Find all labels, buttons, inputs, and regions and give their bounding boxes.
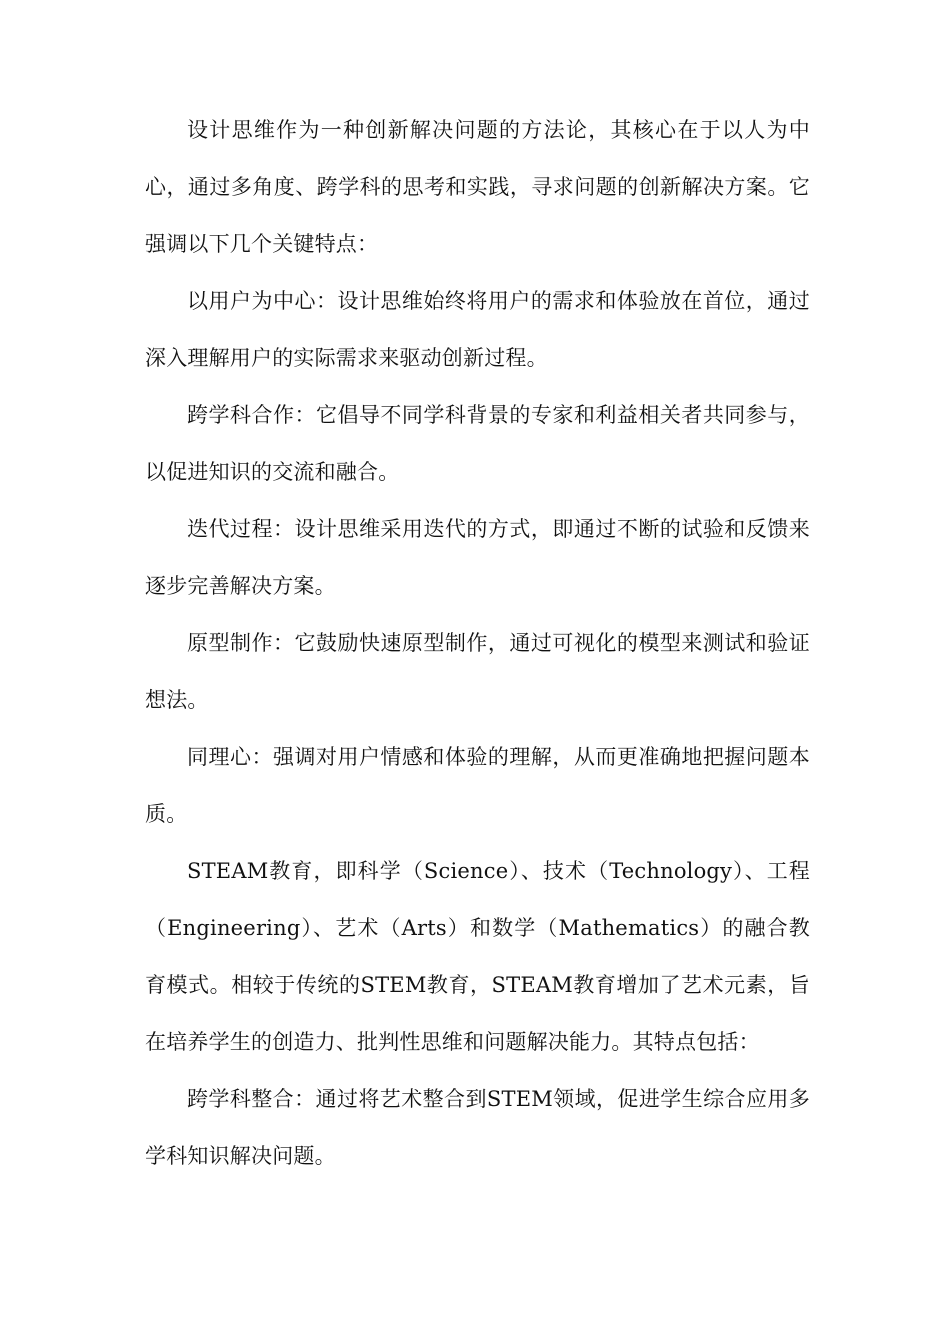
paragraph-prototyping: 原型制作：它鼓励快速原型制作，通过可视化的模型来测试和验证想法。 — [145, 631, 810, 712]
paragraph-design-thinking-intro: 设计思维作为一种创新解决问题的方法论，其核心在于以人为中心，通过多角度、跨学科的思考和实践，寻求问题的创新解决方案。它强调以下几个关键特点： — [145, 118, 810, 256]
paragraph-interdisciplinary-collaboration: 跨学科合作：它倡导不同学科背景的专家和利益相关者共同参与，以促进知识的交流和融合。 — [145, 403, 810, 484]
paragraph-steam-education: STEAM教育，即科学（Science）、技术（Technology）、工程（Engineering）、艺术（Arts）和数学（Mathematics）的融合教育模式。相较于传统的STEM教育，STEAM教育增加了艺术元素，旨在培养学生的创造力、批判性思维和问题解决能力。其特点包括： — [145, 859, 810, 1054]
paragraph-interdisciplinary-integration: 跨学科整合：通过将艺术整合到STEM领域，促进学生综合应用多学科知识解决问题。 — [145, 1087, 810, 1168]
paragraph-iterative-process: 迭代过程：设计思维采用迭代的方式，即通过不断的试验和反馈来逐步完善解决方案。 — [145, 517, 810, 598]
document-body — [145, 102, 810, 1185]
paragraph-empathy: 同理心：强调对用户情感和体验的理解，从而更准确地把握问题本质。 — [145, 745, 810, 826]
paragraph-user-centered: 以用户为中心：设计思维始终将用户的需求和体验放在首位，通过深入理解用户的实际需求来驱动创新过程。 — [145, 289, 810, 370]
